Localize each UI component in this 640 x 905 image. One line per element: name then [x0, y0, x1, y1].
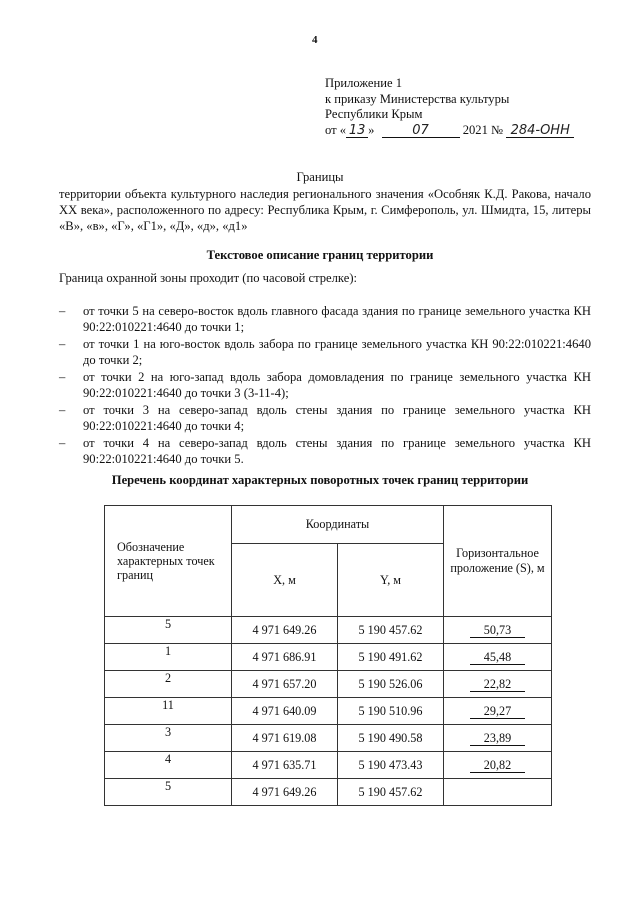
year-label: 2021 №	[462, 122, 504, 137]
boundary-list	[59, 303, 591, 468]
list-item	[59, 303, 591, 335]
section-heading: Текстовое описание границ территории	[206, 248, 434, 262]
dash: –	[59, 304, 66, 318]
cell-y: 5 190 457.62	[338, 617, 444, 644]
list-item	[59, 336, 591, 368]
header-coords: Координаты	[232, 506, 444, 544]
description: территории объекта культурного наследия регионального значения «Особняк К.Д. Ракова, начало XX века», расположенного по адресу: Республика Крым, г. Симферополь, ул. Шмидта, 15, литеры «В», «в», «Г», «Г1», «Д», «д», «д1»	[59, 187, 591, 233]
list-item	[59, 369, 591, 401]
cell-p: 4	[105, 752, 232, 779]
cell-y: 5 190 490.58	[338, 725, 444, 752]
list-item	[59, 402, 591, 434]
dash: –	[59, 403, 66, 417]
cell-y: 5 190 510.96	[338, 698, 444, 725]
cell-p: 2	[105, 671, 232, 698]
s-value: 23,89	[470, 731, 525, 746]
item-text: от точки 1 на юго-восток вдоль забора по границе земельного участка КН 90:22:010221:4640 до точки 2;	[83, 337, 591, 367]
cell-x: 4 971 649.26	[232, 617, 338, 644]
cell-x: 4 971 635.71	[232, 752, 338, 779]
item-text: от точки 3 на северо-запад вдоль стены здания по границе земельного участка КН 90:22:010221:4640 до точки 4;	[83, 403, 591, 433]
cell-s	[444, 752, 552, 779]
s-value: 20,82	[470, 758, 525, 773]
table-row	[105, 725, 552, 752]
s-value: 50,73	[470, 623, 525, 638]
item-text: от точки 2 на юго-запад вдоль забора домовладения по границе земельного участка КН 90:22:010221:4640 до точки 3 (3-11-4);	[83, 370, 591, 400]
list-item	[59, 435, 591, 467]
intro-text: Граница охранной зоны проходит (по часовой стрелке):	[59, 271, 358, 285]
table-row	[105, 752, 552, 779]
header-y: Y, м	[338, 544, 444, 617]
cell-s	[444, 779, 552, 806]
s-value: 45,48	[470, 650, 525, 665]
header-x: X, м	[232, 544, 338, 617]
header-point: Обозначение характерных точек границ	[105, 506, 232, 617]
cell-y: 5 190 457.62	[338, 779, 444, 806]
header-s: Горизонтальное проложение (S), м	[444, 506, 552, 617]
cell-p: 5	[105, 779, 232, 806]
table-row	[105, 617, 552, 644]
day-handwritten: 13	[346, 124, 368, 138]
quote: »	[368, 122, 375, 137]
table-row	[105, 698, 552, 725]
cell-x: 4 971 619.08	[232, 725, 338, 752]
table-row	[105, 671, 552, 698]
appendix-line: к приказу Министерства культуры	[325, 91, 510, 106]
cell-p: 3	[105, 725, 232, 752]
cell-p: 5	[105, 617, 232, 644]
section-heading: Перечень координат характерных поворотных точек границ территории	[111, 473, 529, 487]
cell-s	[444, 698, 552, 725]
s-value: 22,82	[470, 677, 525, 692]
table-row	[105, 644, 552, 671]
cell-s	[444, 644, 552, 671]
item-text: от точки 4 на северо-запад вдоль стены здания по границе земельного участка КН 90:22:010221:4640 до точки 5.	[83, 436, 591, 466]
cell-p: 1	[105, 644, 232, 671]
cell-y: 5 190 526.06	[338, 671, 444, 698]
appendix-line: Приложение 1	[325, 76, 403, 90]
appendix-line: Республики Крым	[325, 107, 423, 121]
cell-s	[444, 671, 552, 698]
cell-y: 5 190 473.43	[338, 752, 444, 779]
dash: –	[59, 436, 66, 450]
dash: –	[59, 370, 66, 384]
s-value: 29,27	[470, 704, 525, 719]
cell-x: 4 971 640.09	[232, 698, 338, 725]
appendix-date-line	[325, 123, 574, 139]
cell-s	[444, 617, 552, 644]
order-number-handwritten: 284-ОНН	[506, 124, 574, 138]
coordinates-table	[104, 505, 552, 806]
document-title: Границы	[296, 170, 344, 184]
cell-x: 4 971 686.91	[232, 644, 338, 671]
dash: –	[59, 337, 66, 351]
cell-p: 11	[105, 698, 232, 725]
cell-s	[444, 725, 552, 752]
item-text: от точки 5 на северо-восток вдоль главного фасада здания по границе земельного участка КН 90:22:010221:4640 до точки 1;	[83, 304, 591, 334]
cell-x: 4 971 657.20	[232, 671, 338, 698]
month-handwritten: 07	[382, 124, 460, 138]
appendix-block	[325, 76, 574, 138]
table-row	[105, 779, 552, 806]
from-label: от «	[325, 122, 347, 137]
cell-x: 4 971 649.26	[232, 779, 338, 806]
cell-y: 5 190 491.62	[338, 644, 444, 671]
page-number: 4	[312, 34, 318, 46]
